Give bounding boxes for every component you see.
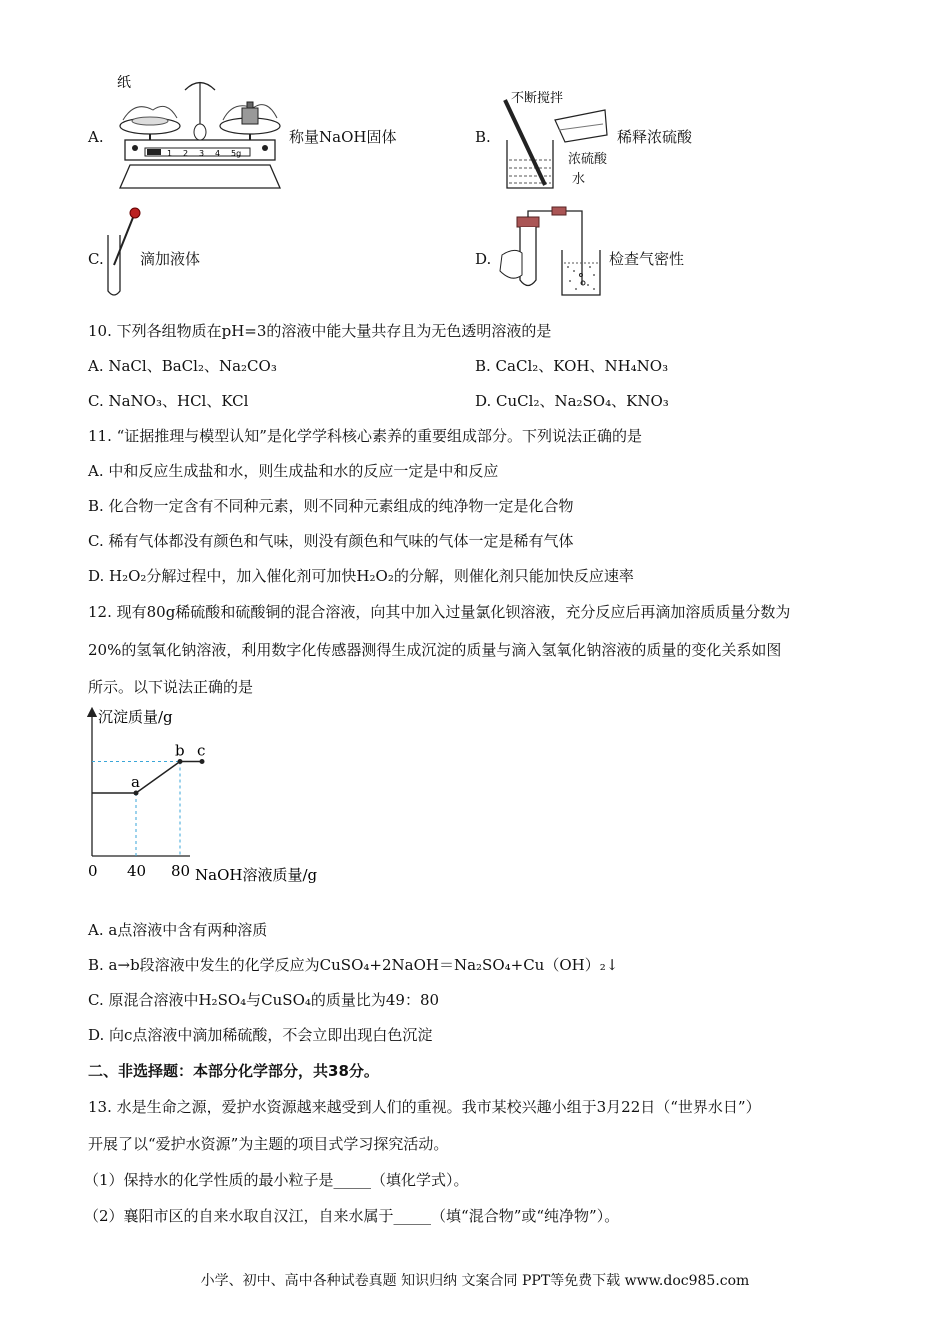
q13-stem-line1: 13. 水是生命之源，爱护水资源越来越受到人们的重视。我市某校兴趣小组于3月22日（“世界水日”） bbox=[88, 1098, 761, 1116]
stir-label: 不断搅拌 bbox=[511, 91, 564, 106]
page-footer: 小学、初中、高中各种试卷真题 知识归纳 文案合同 PPT等免费下载 www.doc985.com bbox=[200, 1273, 750, 1289]
balance-figure bbox=[105, 70, 285, 195]
q12-stem-line3: 所示。以下说法正确的是 bbox=[88, 678, 254, 696]
q11-option-d: D. H₂O₂分解过程中，加入催化剂可加快H₂O₂的分解，则催化剂只能加快反应速率 bbox=[88, 567, 634, 585]
q10-stem: 10. 下列各组物质在pH=3的溶液中能大量共存且为无色透明溶液的是 bbox=[88, 322, 552, 340]
q10-option-c: C. NaNO₃、HCl、KCl bbox=[88, 392, 249, 410]
option-a-caption: 称量NaOH固体 bbox=[289, 128, 397, 146]
q12-option-a: A. a点溶液中含有两种溶质 bbox=[88, 921, 268, 939]
q11-stem: 11. “证据推理与模型认知”是化学学科核心素养的重要组成部分。下列说法正确的是 bbox=[88, 427, 642, 445]
point-c bbox=[200, 759, 205, 764]
airtight-figure bbox=[492, 205, 607, 300]
series-line bbox=[92, 762, 202, 794]
option-b-letter: B. bbox=[475, 128, 491, 146]
svg-text:1: 1 bbox=[167, 149, 173, 158]
q12-option-b: B. a→b段溶液中发生的化学反应为CuSO₄+2NaOH＝Na₂SO₄+Cu（OH）₂↓ bbox=[88, 956, 619, 974]
x-tick-40: 40 bbox=[127, 862, 147, 880]
acid-label: 浓硫酸 bbox=[568, 152, 608, 167]
q13-part-1: （1）保持水的化学性质的最小粒子是_____（填化学式）。 bbox=[84, 1171, 469, 1189]
point-label-c: c bbox=[197, 741, 206, 760]
water-label: 水 bbox=[572, 172, 586, 187]
point-b bbox=[178, 759, 183, 764]
section-2-heading: 二、非选择题：本部分化学部分，共38分。 bbox=[88, 1062, 379, 1080]
option-d-letter: D. bbox=[475, 250, 492, 268]
svg-text:5g: 5g bbox=[231, 149, 242, 158]
svg-text:2: 2 bbox=[183, 149, 189, 158]
svg-text:3: 3 bbox=[199, 149, 205, 158]
x-axis-label: NaOH溶液质量/g bbox=[195, 866, 318, 884]
q11-option-b: B. 化合物一定含有不同种元素，则不同种元素组成的纯净物一定是化合物 bbox=[88, 497, 574, 515]
paper-label: 纸 bbox=[117, 75, 131, 91]
q12-option-c: C. 原混合溶液中H₂SO₄与CuSO₄的质量比为49：80 bbox=[88, 991, 440, 1009]
q10-option-a: A. NaCl、BaCl₂、Na₂CO₃ bbox=[88, 357, 277, 375]
point-a bbox=[134, 791, 139, 796]
option-c-letter: C. bbox=[88, 250, 104, 268]
q13-part-2: （2）襄阳市区的自来水取自汉江，自来水属于_____（填“混合物”或“纯净物”）。 bbox=[84, 1207, 620, 1225]
option-c-caption: 滴加液体 bbox=[140, 250, 201, 268]
q13-stem-line2: 开展了以“爱护水资源”为主题的项目式学习探究活动。 bbox=[88, 1135, 449, 1153]
q11-option-a: A. 中和反应生成盐和水，则生成盐和水的反应一定是中和反应 bbox=[88, 462, 499, 480]
x-tick-0: 0 bbox=[88, 862, 98, 880]
q11-option-c: C. 稀有气体都没有颜色和气味，则没有颜色和气味的气体一定是稀有气体 bbox=[88, 532, 574, 550]
point-label-b: b bbox=[175, 741, 185, 760]
q12-stem-line2: 20%的氢氧化钠溶液，利用数字化传感器测得生成沉淀的质量与滴入氢氧化钠溶液的质量的变化关系如图 bbox=[88, 641, 782, 659]
point-label-a: a bbox=[131, 773, 140, 791]
precipitate-chart bbox=[80, 700, 350, 890]
svg-text:4: 4 bbox=[215, 149, 221, 158]
x-tick-80: 80 bbox=[171, 862, 191, 880]
dilution-figure bbox=[495, 80, 615, 195]
option-a-letter: A. bbox=[88, 128, 104, 146]
y-axis-label: 沉淀质量/g bbox=[98, 708, 173, 726]
q12-option-d: D. 向c点溶液中滴加稀硫酸，不会立即出现白色沉淀 bbox=[88, 1026, 433, 1044]
option-b-caption: 稀释浓硫酸 bbox=[617, 128, 693, 146]
q12-stem-line1: 12. 现有80g稀硫酸和硫酸铜的混合溶液，向其中加入过量氯化钡溶液，充分反应后再滴加溶质质量分数为 bbox=[88, 603, 791, 621]
q10-option-d: D. CuCl₂、Na₂SO₄、KNO₃ bbox=[475, 392, 669, 410]
q10-option-b: B. CaCl₂、KOH、NH₄NO₃ bbox=[475, 357, 669, 375]
option-d-caption: 检查气密性 bbox=[609, 250, 685, 268]
